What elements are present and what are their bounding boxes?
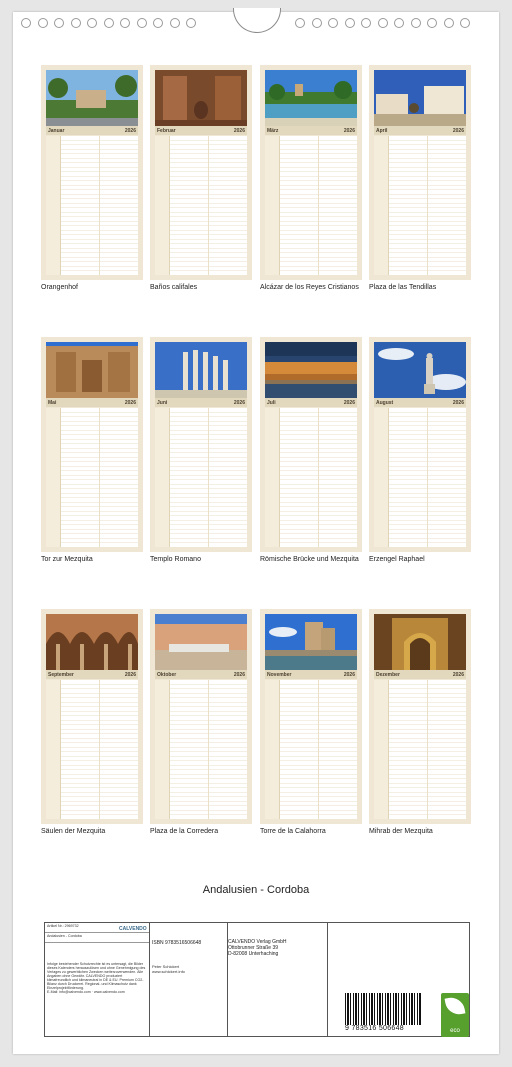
month-photo <box>374 614 466 670</box>
binding-hole <box>411 18 421 28</box>
month-card <box>260 337 362 552</box>
month-name: Juli <box>267 399 276 406</box>
leaf-icon <box>445 996 466 1017</box>
day-planner-grid <box>155 680 247 819</box>
publisher-city: D-82008 Unterhaching <box>228 951 279 957</box>
month-card <box>41 609 143 824</box>
month-name: Oktober <box>157 671 177 678</box>
month-photo <box>46 614 138 670</box>
month-photo <box>155 70 247 126</box>
month-caption: Torre de la Calahorra <box>260 828 326 835</box>
garden-photo <box>46 70 138 126</box>
article-number: Artikel Nr.: 2969732 <box>47 924 79 928</box>
month-header <box>265 126 357 135</box>
month-header <box>155 126 247 135</box>
month-name: November <box>267 671 292 678</box>
temple-photo <box>155 342 247 398</box>
binding-hole <box>120 18 130 28</box>
contact-email: E-Mail: info@calvendo.com · www.calvendo.com <box>47 990 125 994</box>
month-caption: Tor zur Mezquita <box>41 556 93 563</box>
month-header <box>46 670 138 679</box>
mihrab-photo <box>374 614 466 670</box>
tower-photo <box>265 614 357 670</box>
columns-photo <box>46 614 138 670</box>
binding-hole <box>295 18 305 28</box>
month-year: 2026 <box>233 127 245 134</box>
legal-notice <box>45 961 149 1036</box>
gate-photo <box>46 342 138 398</box>
author-info <box>152 964 185 974</box>
day-planner-grid <box>374 680 466 819</box>
month-photo <box>374 342 466 398</box>
month-year: 2026 <box>343 127 355 134</box>
month-photo <box>46 342 138 398</box>
month-name: März <box>267 127 279 134</box>
month-year: 2026 <box>343 671 355 678</box>
month-caption: Säulen der Mezquita <box>41 828 106 835</box>
binding-hole <box>345 18 355 28</box>
month-year: 2026 <box>233 399 245 406</box>
month-photo <box>46 70 138 126</box>
binding-hole <box>21 18 31 28</box>
day-planner-grid <box>155 136 247 275</box>
publisher-footer <box>44 922 470 1037</box>
barcode <box>345 993 421 1033</box>
month-card <box>369 65 471 280</box>
month-year: 2026 <box>124 127 136 134</box>
month-caption: Orangenhof <box>41 284 78 291</box>
month-photo <box>374 70 466 126</box>
month-card <box>41 337 143 552</box>
day-planner-grid <box>265 136 357 275</box>
month-name: April <box>376 127 388 134</box>
month-name: Mai <box>48 399 57 406</box>
bridge-photo <box>265 342 357 398</box>
corredera-photo <box>155 614 247 670</box>
calvendo-logo: CALVENDO <box>119 926 147 932</box>
legal-text: Infolge bestehender Schutzrechte ist es untersagt, die Bilder dieses Kalenders herauszulösen und ohne Genehmigung des Verlages zu gewerblichen Zwecken weiterzuverwenden. Alle Angaben ohne Gewähr. CALVENDO produziert klimafreundlich und klimaneutral in DE & EU. Premium CO2-Bilanz durch Druckerei. Regional- und Klimaschutz dank Einzelprojektförderung. <box>47 962 146 990</box>
author-name: Peter Schickert <box>152 964 180 969</box>
binding-hole <box>153 18 163 28</box>
month-caption: Plaza de la Corredera <box>150 828 219 835</box>
binding-hole <box>361 18 371 28</box>
day-planner-grid <box>46 136 138 275</box>
month-card <box>41 65 143 280</box>
binding-hole <box>460 18 470 28</box>
statue-photo <box>374 342 466 398</box>
month-header <box>374 398 466 407</box>
month-photo <box>155 614 247 670</box>
month-header <box>374 126 466 135</box>
month-caption: Plaza de las Tendillas <box>369 284 437 291</box>
binding-hole <box>170 18 180 28</box>
binding-hole <box>104 18 114 28</box>
day-planner-grid <box>265 408 357 547</box>
month-year: 2026 <box>343 399 355 406</box>
publisher-street: Ottobrunner Straße 39 <box>228 945 279 951</box>
binding-hole <box>312 18 322 28</box>
month-caption: Römische Brücke und Mezquita <box>260 556 359 563</box>
month-year: 2026 <box>452 127 464 134</box>
month-year: 2026 <box>124 399 136 406</box>
day-planner-grid <box>374 136 466 275</box>
month-card <box>260 65 362 280</box>
plaza-photo <box>374 70 466 126</box>
eco-label: eco <box>450 1028 460 1034</box>
month-name: August <box>376 399 394 406</box>
month-header <box>46 126 138 135</box>
binding-hole <box>38 18 48 28</box>
publisher-address <box>228 939 287 957</box>
month-header <box>265 670 357 679</box>
month-header <box>265 398 357 407</box>
eco-badge <box>441 993 469 1037</box>
month-name: Februar <box>157 127 176 134</box>
month-name: Januar <box>48 127 65 134</box>
footer-info-column <box>45 923 150 1036</box>
day-planner-grid <box>155 408 247 547</box>
month-caption: Alcázar de los Reyes Cristianos <box>260 284 359 291</box>
day-planner-grid <box>265 680 357 819</box>
month-caption: Mihrab der Mezquita <box>369 828 433 835</box>
article-number-row <box>45 923 149 933</box>
day-planner-grid <box>46 408 138 547</box>
binding-hole <box>186 18 196 28</box>
month-photo <box>265 70 357 126</box>
month-name: Juni <box>157 399 168 406</box>
month-header <box>374 670 466 679</box>
isbn: ISBN 9783516506648 <box>152 940 202 946</box>
series-title-row <box>45 933 149 943</box>
binding-hole <box>87 18 97 28</box>
series-title: Andalusien - Cordoba <box>47 934 82 938</box>
binding-hole <box>427 18 437 28</box>
month-year: 2026 <box>452 671 464 678</box>
month-photo <box>265 614 357 670</box>
binding-hole <box>328 18 338 28</box>
publisher-name: CALVENDO Verlag GmbH <box>228 939 287 945</box>
month-card <box>150 65 252 280</box>
calendar-title: Andalusien - Cordoba <box>202 884 310 896</box>
month-photo <box>265 342 357 398</box>
alcazar-photo <box>265 70 357 126</box>
month-name: Dezember <box>376 671 400 678</box>
binding-hole <box>71 18 81 28</box>
month-name: September <box>48 671 74 678</box>
month-header <box>155 670 247 679</box>
month-card <box>369 337 471 552</box>
month-year: 2026 <box>233 671 245 678</box>
binding-hole <box>444 18 454 28</box>
binding-hole <box>54 18 64 28</box>
calendar-sheet <box>13 12 499 1054</box>
day-planner-grid <box>374 408 466 547</box>
month-card <box>369 609 471 824</box>
month-year: 2026 <box>124 671 136 678</box>
binding-hole <box>378 18 388 28</box>
month-caption: Templo Romano <box>150 556 201 563</box>
month-card <box>150 337 252 552</box>
month-year: 2026 <box>452 399 464 406</box>
bath-photo <box>155 70 247 126</box>
day-planner-grid <box>46 680 138 819</box>
barcode-bars <box>345 993 421 1025</box>
month-header <box>155 398 247 407</box>
author-website: www.schickert.info <box>152 969 185 974</box>
month-header <box>46 398 138 407</box>
month-caption: Erzengel Raphael <box>369 556 425 563</box>
barcode-number: 9 783516 506648 <box>345 1025 404 1032</box>
month-caption: Baños califales <box>150 284 198 291</box>
month-photo <box>155 342 247 398</box>
month-card <box>260 609 362 824</box>
binding-hole <box>137 18 147 28</box>
month-card <box>150 609 252 824</box>
binding-hole <box>394 18 404 28</box>
